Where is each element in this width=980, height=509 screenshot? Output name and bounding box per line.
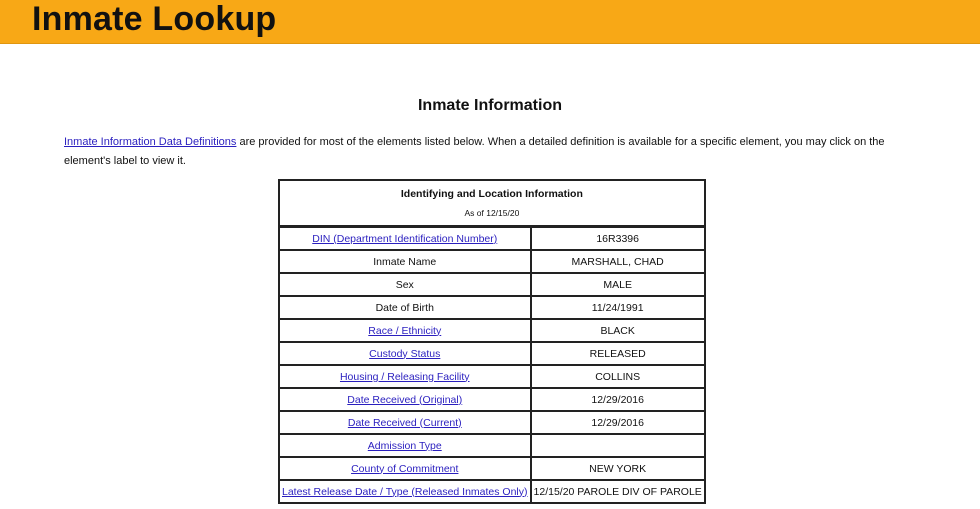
county-of-commitment-link[interactable]: County of Commitment xyxy=(351,462,459,475)
latest-release-link[interactable]: Latest Release Date / Type (Released Inmates Only) xyxy=(282,485,528,498)
table-header-row xyxy=(279,180,705,227)
row-label-cell xyxy=(279,388,531,411)
table-row xyxy=(279,365,705,388)
table-row xyxy=(279,342,705,365)
row-label-cell xyxy=(279,365,531,388)
table-header xyxy=(279,180,705,227)
row-label-cell xyxy=(279,411,531,434)
sex-value: MALE xyxy=(531,273,705,296)
data-definitions-link[interactable]: Inmate Information Data Definitions xyxy=(64,136,237,148)
inmate-info-table xyxy=(278,179,706,504)
custody-status-value: RELEASED xyxy=(531,342,705,365)
table-row xyxy=(279,434,705,457)
row-label-cell xyxy=(279,319,531,342)
row-label-cell xyxy=(279,227,531,250)
latest-release-value: 12/15/20 PAROLE DIV OF PAROLE xyxy=(531,480,705,503)
housing-facility-value: COLLINS xyxy=(531,365,705,388)
inmate-name-label: Inmate Name xyxy=(279,250,531,273)
date-received-original-value: 12/29/2016 xyxy=(531,388,705,411)
date-received-original-link[interactable]: Date Received (Original) xyxy=(347,393,463,406)
race-ethnicity-value: BLACK xyxy=(531,319,705,342)
date-received-current-link[interactable]: Date Received (Current) xyxy=(347,416,462,429)
din-value: 16R3396 xyxy=(531,227,705,250)
din-label-link[interactable]: DIN (Department Identification Number) xyxy=(312,232,498,245)
table-row xyxy=(279,296,705,319)
table-row xyxy=(279,273,705,296)
intro-text: are provided for most of the elements listed below. When a detailed definition is available for a specific element, you may click on the element's label to view it. xyxy=(64,136,885,167)
date-of-birth-value: 11/24/1991 xyxy=(531,296,705,319)
date-received-current-value: 12/29/2016 xyxy=(531,411,705,434)
admission-type-value xyxy=(531,434,705,457)
inmate-name-value: MARSHALL, CHAD xyxy=(531,250,705,273)
table-row xyxy=(279,457,705,480)
table-row xyxy=(279,480,705,503)
race-ethnicity-link[interactable]: Race / Ethnicity xyxy=(368,324,442,337)
row-label-cell xyxy=(279,480,531,503)
intro-paragraph xyxy=(64,133,914,170)
table-row xyxy=(279,388,705,411)
page-banner xyxy=(0,0,980,44)
as-of-date: As of 12/15/20 xyxy=(464,208,520,218)
date-of-birth-label: Date of Birth xyxy=(279,296,531,319)
table-row xyxy=(279,227,705,250)
table-row xyxy=(279,319,705,342)
county-of-commitment-value: NEW YORK xyxy=(531,457,705,480)
table-title: Identifying and Location Information xyxy=(400,188,583,200)
housing-facility-link[interactable]: Housing / Releasing Facility xyxy=(339,370,470,383)
row-label-cell xyxy=(279,434,531,457)
sex-label: Sex xyxy=(279,273,531,296)
admission-type-link[interactable]: Admission Type xyxy=(367,439,442,452)
page-title: Inmate Information xyxy=(417,97,562,114)
row-label-cell xyxy=(279,342,531,365)
table-row xyxy=(279,250,705,273)
table-row xyxy=(279,411,705,434)
banner-title: Inmate Lookup xyxy=(32,0,277,38)
custody-status-link[interactable]: Custody Status xyxy=(369,347,441,360)
row-label-cell xyxy=(279,457,531,480)
